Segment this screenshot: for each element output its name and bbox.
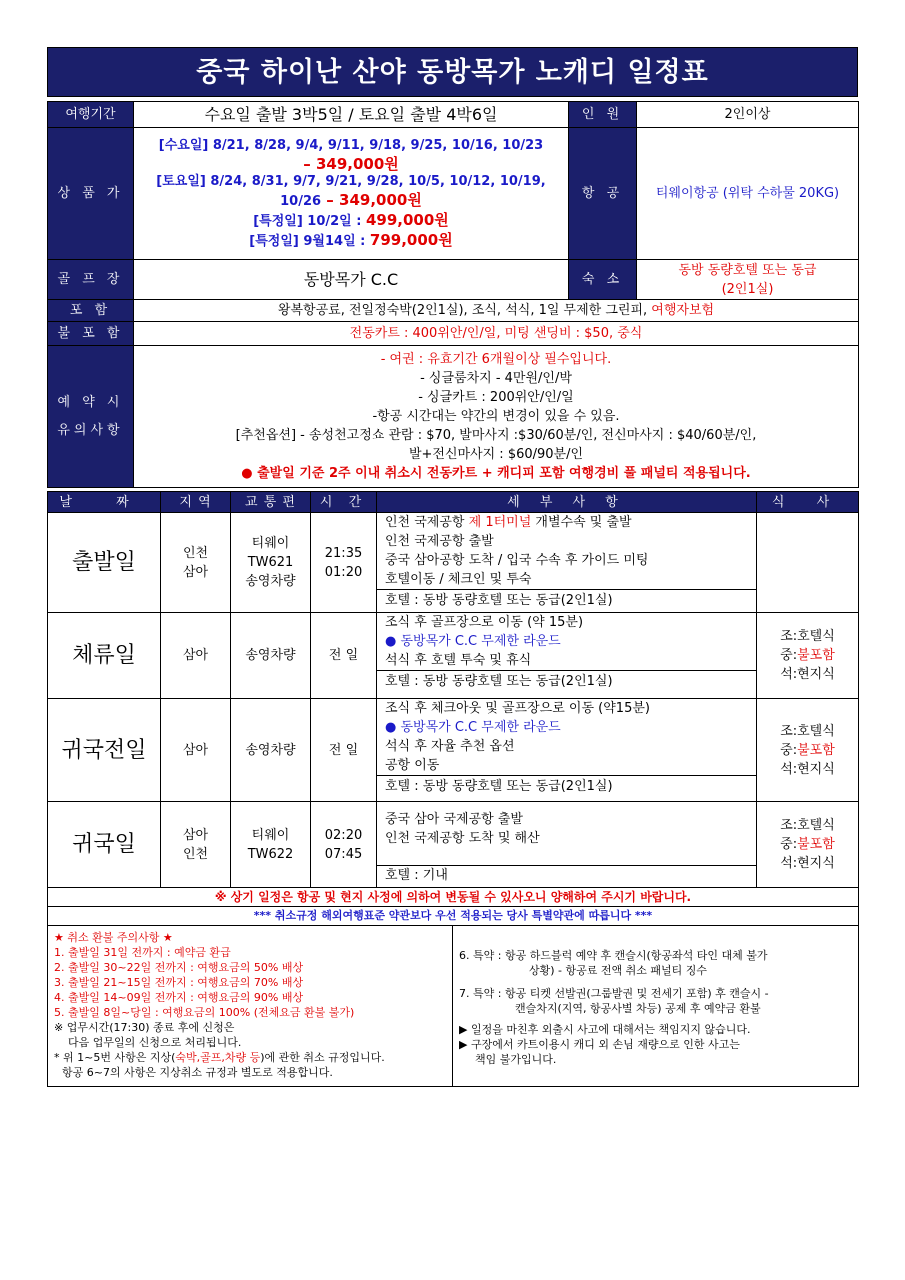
transport-cell: 티웨이 TW621 송영차량 bbox=[231, 513, 311, 613]
detail-line: 호텔이동 / 체크인 및 투숙 bbox=[385, 572, 532, 587]
price-line: – 349,000원 bbox=[303, 154, 399, 173]
col-header-details: 세 부 사 항 bbox=[377, 492, 757, 513]
detail-line: 석식 후 자율 추천 옵션 bbox=[385, 739, 515, 754]
hotel-value: 동방 동량호텔 또는 동급 (2인1실) bbox=[637, 260, 859, 300]
col-header-time: 시 간 bbox=[311, 492, 377, 513]
price-line: 10/26 – 349,000원 bbox=[280, 190, 422, 209]
region-cell: 인천 삼아 bbox=[161, 513, 231, 613]
terms-table bbox=[47, 926, 859, 1087]
detail-line: 조식 후 체크아웃 및 골프장으로 이동 (약15분) bbox=[385, 701, 650, 716]
hotel-label: 숙 소 bbox=[569, 260, 637, 300]
schedule-change-notice: ※ 상기 일정은 항공 및 현지 사정에 의하여 변동될 수 있사오니 양해하여 주시기 바랍니다. bbox=[48, 888, 859, 907]
details-cell bbox=[377, 613, 757, 699]
transport-cell: 송영차량 bbox=[231, 613, 311, 699]
include-label: 포 함 bbox=[48, 300, 134, 322]
detail-line: ● 동방목가 C.C 무제한 라운드 bbox=[385, 634, 561, 649]
table-row bbox=[48, 699, 859, 802]
itinerary-sheet bbox=[47, 47, 858, 1087]
note-item: [추천옵션] - 송성천고정쇼 관람 : $70, 발마사지 :$30/60분/인, 전신마사지 : $40/60분/인, bbox=[235, 428, 757, 443]
exclude-value: 전동카트 : 400위안/인/일, 미팅 샌딩비 : $50, 중식 bbox=[134, 322, 859, 346]
table-row bbox=[48, 613, 859, 699]
people-value: 2인이상 bbox=[637, 102, 859, 128]
transport-cell: 티웨이 TW622 bbox=[231, 802, 311, 888]
note-item: -항공 시간대는 약간의 변경이 있을 수 있음. bbox=[372, 409, 620, 424]
time-cell: 21:35 01:20 bbox=[311, 513, 377, 613]
note-item: - 여권 : 유효기간 6개월이상 필수입니다. bbox=[380, 352, 612, 367]
refund-terms: ★ 취소 환불 주의사항 ★ 1. 출발일 31일 전까지 : 예약금 환급 2. 출발일 30~22일 전까지 : 여행요금의 50% 배상 3. 출발일 21~15일 전까지 : 여행요금의 70% 배상 4. 출발일 14~09일 전까지 : 여행요금의 90% 배상 5. 출발일 8일~당일 : 여행요금의 100% (전체요금 환불 불가) ※ 업무시간(17:30) 종료 후에 신청은 다음 업무일의 신청으로 처리됩니다. * 위 1~5번 사항은 지상(숙박,골프,차량 등)에 관한 취소 규정입니다. 항공 6~7의 사항은 지상취소 규정과 별도로 적용합니다. bbox=[48, 926, 453, 1086]
col-header-date: 날 짜 bbox=[48, 492, 161, 513]
day-label: 출발일 bbox=[48, 513, 161, 613]
detail-line: 조식 후 골프장으로 이동 (약 15분) bbox=[385, 615, 584, 630]
region-cell: 삼아 bbox=[161, 613, 231, 699]
details-cell bbox=[377, 802, 757, 888]
price-line: [특정일] 10/2일 : 499,000원 bbox=[253, 210, 449, 229]
time-cell: 전 일 bbox=[311, 613, 377, 699]
exclude-label: 불 포 함 bbox=[48, 322, 134, 346]
detail-line: 인천 국제공항 도착 및 해산 bbox=[385, 831, 540, 846]
table-row bbox=[48, 513, 859, 613]
hotel-line: 호텔 : 동방 동량호텔 또는 동급(2인1실) bbox=[377, 590, 756, 612]
golf-value: 동방목가 C.C bbox=[134, 260, 569, 300]
period-value: 수요일 출발 3박5일 / 토요일 출발 4박6일 bbox=[134, 102, 569, 128]
detail-line: 석식 후 호텔 투숙 및 휴식 bbox=[385, 653, 532, 668]
hotel-line: 호텔 : 동방 동량호텔 또는 동급(2인1실) bbox=[377, 776, 756, 798]
notes-list bbox=[134, 346, 859, 488]
people-label: 인 원 bbox=[569, 102, 637, 128]
detail-line: 중국 삼아공항 도착 / 입국 수속 후 가이드 미팅 bbox=[385, 553, 649, 568]
col-header-transport: 교 통 편 bbox=[231, 492, 311, 513]
period-label: 여행기간 bbox=[48, 102, 134, 128]
price-list bbox=[134, 128, 569, 260]
time-cell: 전 일 bbox=[311, 699, 377, 802]
include-value: 왕복항공료, 전일정숙박(2인1실), 조식, 석식, 1일 무제한 그린피, 여행자보험 bbox=[134, 300, 859, 322]
note-item: ● 출발일 기준 2주 이내 취소시 전동카트 + 캐디피 포함 여행경비 풀 패널티 적용됩니다. bbox=[241, 466, 751, 481]
meals-cell: 조:호텔식 중:불포함 석:현지식 bbox=[757, 699, 859, 802]
region-cell: 삼아 인천 bbox=[161, 802, 231, 888]
time-cell: 02:20 07:45 bbox=[311, 802, 377, 888]
note-item: 발+전신마사지 : $60/90분/인 bbox=[408, 447, 584, 462]
meals-cell: 조:호텔식 중:불포함 석:현지식 bbox=[757, 802, 859, 888]
region-cell: 삼아 bbox=[161, 699, 231, 802]
col-header-meals: 식 사 bbox=[757, 492, 859, 513]
info-table bbox=[47, 101, 859, 488]
detail-line: 인천 국제공항 제 1터미널 개별수속 및 출발 bbox=[385, 515, 632, 530]
price-line: [토요일] 8/24, 8/31, 9/7, 9/21, 9/28, 10/5, 10/12, 10/19, bbox=[156, 173, 546, 189]
detail-line: 공항 이동 bbox=[385, 758, 440, 773]
detail-line: ● 동방목가 C.C 무제한 라운드 bbox=[385, 720, 561, 735]
golf-label: 골 프 장 bbox=[48, 260, 134, 300]
transport-cell: 송영차량 bbox=[231, 699, 311, 802]
airline-label: 항 공 bbox=[569, 128, 637, 260]
special-terms: 6. 특약 : 항공 하드블럭 예약 후 캔슬시(항공좌석 타인 대체 불가 상황) - 항공료 전액 취소 패널티 징수 7. 특약 : 항공 티켓 선발권(그룹발권 및 전세기 포함) 후 캔슬시 - 캔슬차지(지역, 항공사별 차등) 공제 후 예약금 환불 ▶ 일정을 마친후 외출시 사고에 대해서는 책임지지 않습니다. ▶ 구장에서 카트이용시 캐디 외 손님 재량으로 인한 사고는 책임 불가입니다. bbox=[453, 926, 859, 1086]
cancellation-policy-notice: *** 취소규정 해외여행표준 약관보다 우선 적용되는 당사 특별약관에 따릅니다 *** bbox=[48, 907, 859, 926]
note-item: - 싱글룸차지 - 4만원/인/박 bbox=[420, 371, 572, 386]
meals-cell bbox=[757, 513, 859, 613]
hotel-line: 호텔 : 기내 bbox=[377, 865, 756, 886]
price-line: [특정일] 9월14일 : 799,000원 bbox=[249, 230, 453, 249]
day-label: 귀국일 bbox=[48, 802, 161, 888]
day-label: 체류일 bbox=[48, 613, 161, 699]
airline-value: 티웨이항공 (위탁 수하물 20KG) bbox=[637, 128, 859, 260]
page-title: 중국 하이난 산야 동방목가 노캐디 일정표 bbox=[47, 47, 858, 97]
hotel-line: 호텔 : 동방 동량호텔 또는 동급(2인1실) bbox=[377, 671, 756, 693]
notes-label: 예 약 시 유의사항 bbox=[48, 346, 134, 488]
col-header-region: 지 역 bbox=[161, 492, 231, 513]
details-cell bbox=[377, 513, 757, 613]
table-row bbox=[48, 802, 859, 888]
price-label: 상 품 가 bbox=[48, 128, 134, 260]
detail-line: 중국 삼아 국제공항 출발 bbox=[385, 812, 523, 827]
detail-line: 인천 국제공항 출발 bbox=[385, 534, 494, 549]
schedule-table bbox=[47, 491, 859, 926]
meals-cell: 조:호텔식 중:불포함 석:현지식 bbox=[757, 613, 859, 699]
note-item: - 싱글카트 : 200위안/인/일 bbox=[418, 390, 574, 405]
day-label: 귀국전일 bbox=[48, 699, 161, 802]
price-line: [수요일] 8/21, 8/28, 9/4, 9/11, 9/18, 9/25, 10/16, 10/23 bbox=[158, 137, 544, 153]
details-cell bbox=[377, 699, 757, 802]
